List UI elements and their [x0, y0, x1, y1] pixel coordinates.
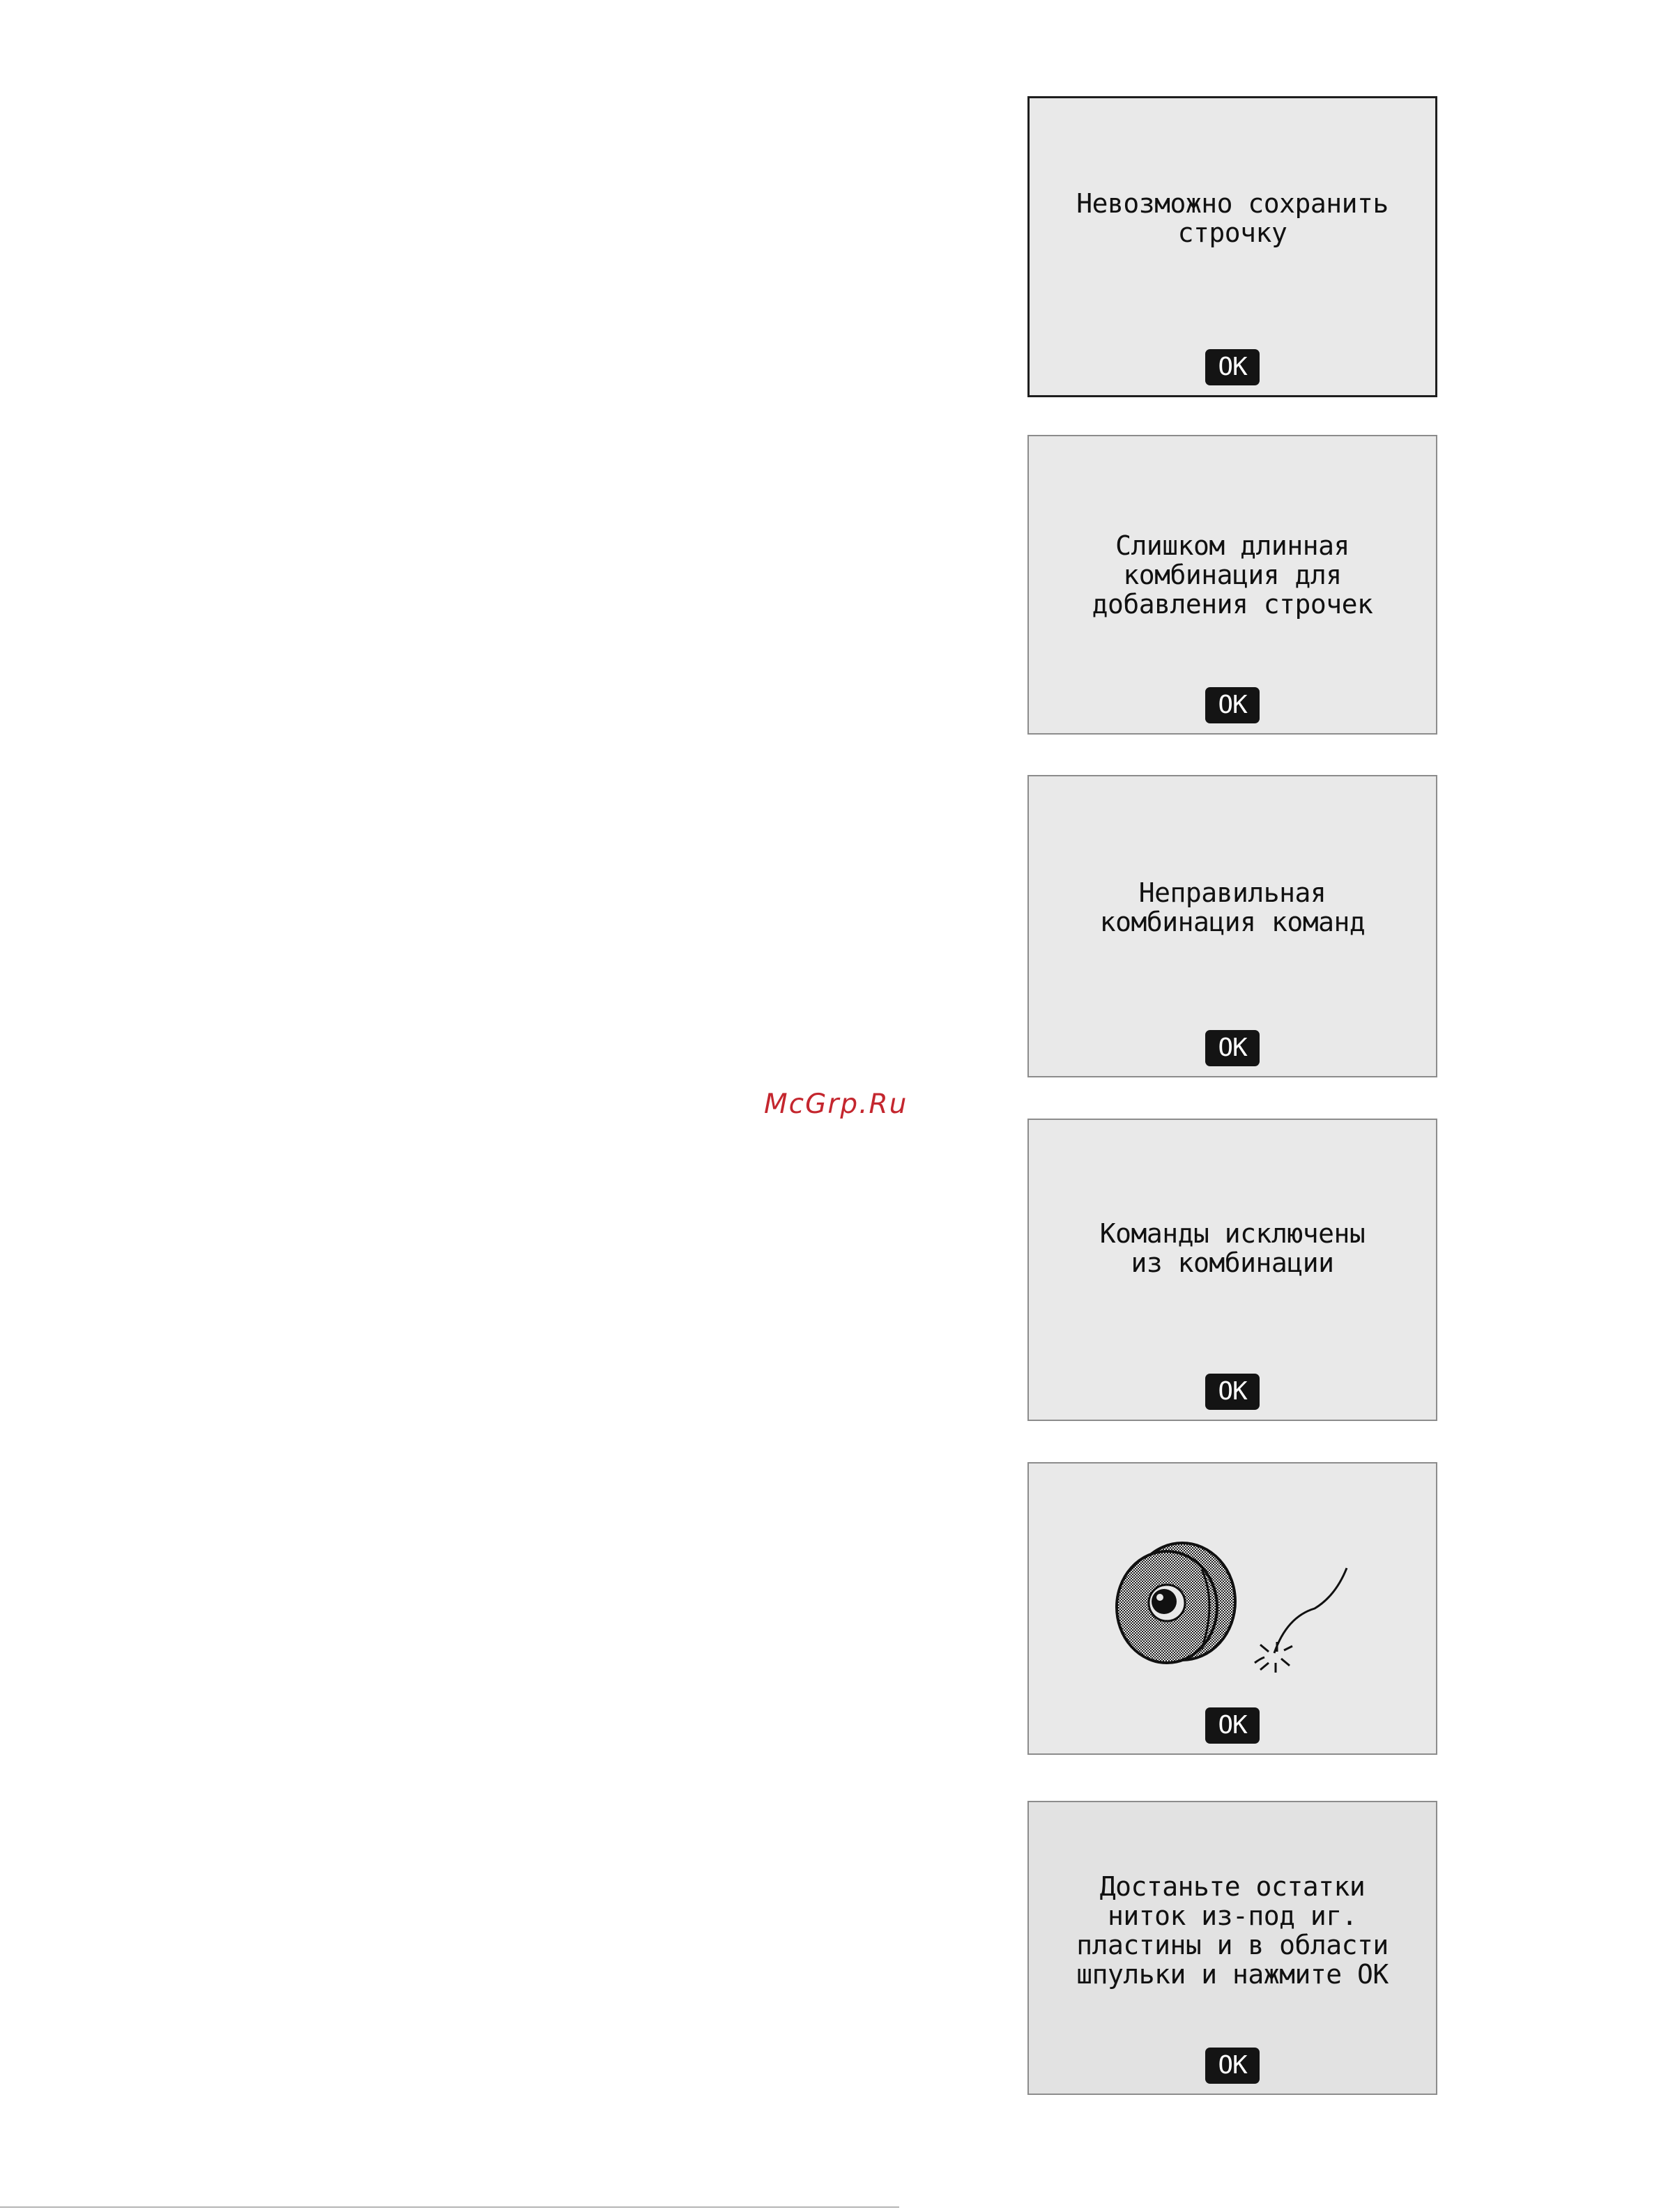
- ok-button[interactable]: OK: [1205, 2048, 1260, 2084]
- ok-button[interactable]: OK: [1205, 1374, 1260, 1410]
- dialog-message: Команды исключены из комбинации: [1099, 1218, 1366, 1278]
- dialog-bobbin-thread: [1027, 1462, 1437, 1755]
- dialog-message: Неправильная комбинация команд: [1099, 877, 1366, 937]
- ok-button[interactable]: OK: [1205, 1707, 1260, 1744]
- dialog-message: Слишком длинная комбинация для добавления строчек: [1092, 530, 1373, 620]
- ok-button[interactable]: OK: [1205, 349, 1260, 385]
- watermark: McGrp.Ru: [764, 1089, 908, 1120]
- ok-button[interactable]: OK: [1205, 1030, 1260, 1066]
- bobbin-thread-cut-icon: [1113, 1526, 1363, 1680]
- dialog-cannot-save-stitch: [1027, 96, 1437, 397]
- dialog-invalid-command-combination: [1027, 775, 1437, 1077]
- ok-button[interactable]: OK: [1205, 687, 1260, 723]
- dialog-message: Достаньте остатки ниток из-под иг. пластины и в области шпульки и нажмите ОК: [1076, 1871, 1389, 1990]
- dialog-message: Невозможно сохранить строчку: [1076, 188, 1389, 248]
- dialog-commands-excluded: [1027, 1119, 1437, 1421]
- dialog-combination-too-long: [1027, 435, 1437, 735]
- dialog-remove-thread-remnants: [1027, 1801, 1437, 2095]
- footer-divider: [0, 2206, 899, 2208]
